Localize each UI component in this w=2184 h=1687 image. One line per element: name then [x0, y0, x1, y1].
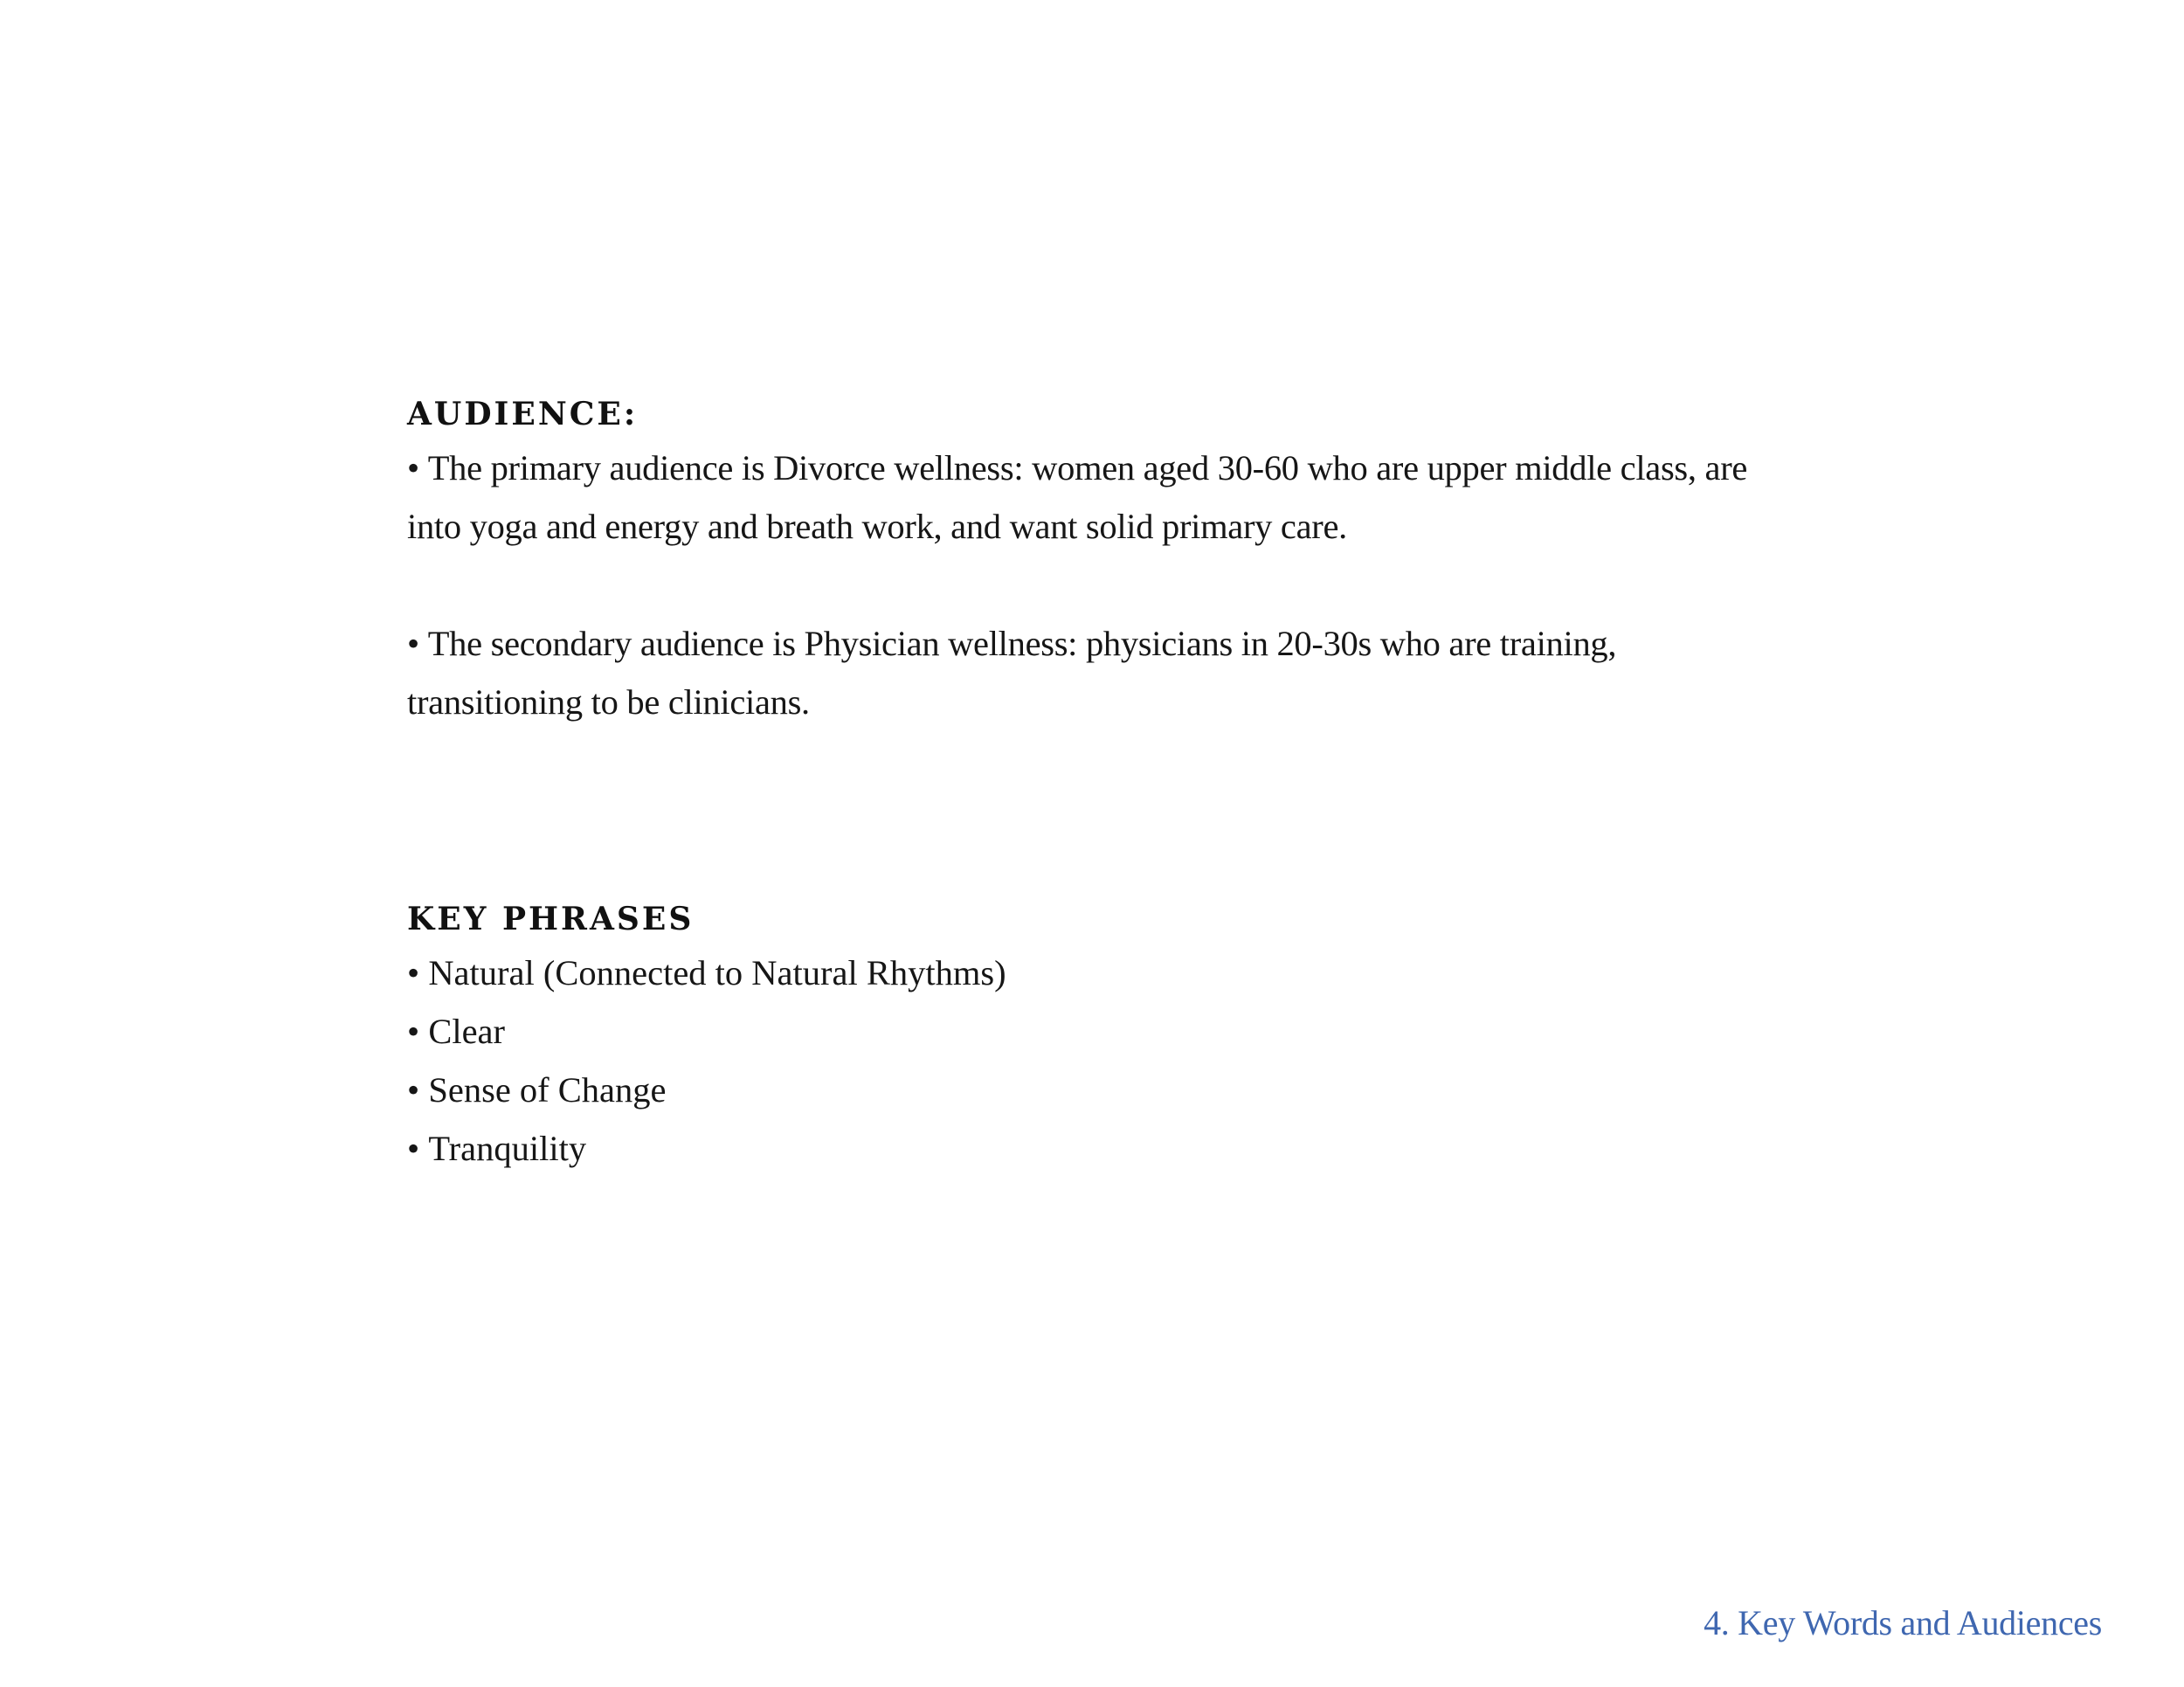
page-footer-label: 4. Key Words and Audiences: [1704, 1603, 2102, 1642]
key-phrases-list: [407, 944, 1787, 1178]
audience-secondary-paragraph: • The secondary audience is Physician wellness: physicians in 20-30s who are training, transitioning to be clinicians.: [407, 614, 1787, 731]
audience-heading: AUDIENCE:: [407, 396, 639, 432]
key-phrases-section: [407, 895, 1787, 1178]
audience-primary-paragraph: • The primary audience is Divorce wellness: women aged 30-60 who are upper middle class, are into yoga and energy and breath work, and want solid primary care.: [407, 439, 1787, 556]
key-phrases-heading: KEY PHRASES: [407, 901, 695, 937]
paragraph-spacer: [407, 556, 1787, 614]
list-item: • Sense of Change: [407, 1061, 1787, 1119]
list-item: • Clear: [407, 1002, 1787, 1061]
list-item: • Natural (Connected to Natural Rhythms): [407, 944, 1787, 1002]
audience-section: [407, 390, 1787, 731]
list-item: • Tranquility: [407, 1119, 1787, 1178]
